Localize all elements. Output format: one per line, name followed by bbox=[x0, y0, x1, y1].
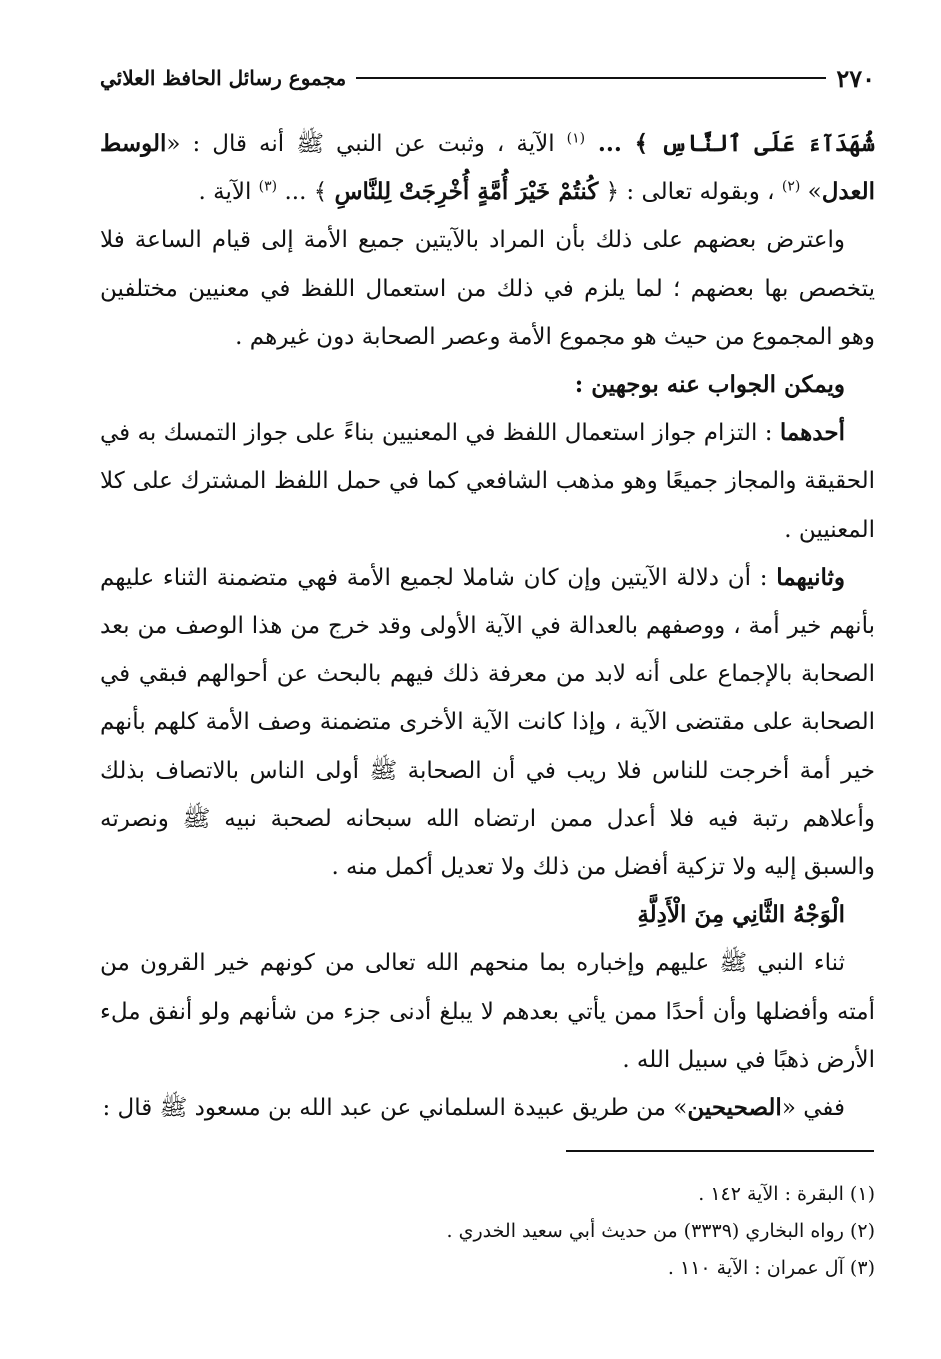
paragraph-praise: ثناء النبي ﷺ عليهم وإخباره بما منحهم الله تعالى من كونهم خير القرون من أمته وأفضلها وأن أحدًا ممن يأتي بعدهم لا يبلغ أدنى جزء من شأنهم ولو أنفق ملء الأرض ذهبًا في سبيل الله . bbox=[100, 950, 875, 1073]
running-title: مجموع رسائل الحافظ العلائي bbox=[100, 66, 347, 90]
text-run: ففي « bbox=[781, 1095, 845, 1122]
second-answer-label: وثانيهما bbox=[776, 563, 845, 591]
footnote-ref-2: (٢) bbox=[781, 178, 801, 195]
paragraph-answer-intro: ويمكن الجواب عنه بوجهين : bbox=[574, 371, 845, 399]
paragraph-verse-continuation bbox=[100, 120, 875, 216]
book-title: الصحيحين bbox=[687, 1094, 782, 1122]
main-text bbox=[100, 120, 875, 1132]
hadith-quote: الوسط العدل bbox=[100, 130, 875, 206]
footnote-1: (١) البقرة : الآية ١٤٢ . bbox=[698, 1183, 875, 1205]
text-run: » من طريق عبيدة السلماني عن عبد الله بن مسعود ﷺ قال : bbox=[102, 1095, 688, 1122]
paragraph-first-answer bbox=[100, 409, 875, 554]
text-run: ﴾ ... bbox=[277, 179, 335, 206]
page-header bbox=[100, 60, 875, 96]
quran-fragment: شُهَدَآءَ عَلَى ٱلنَّاسِ ﴾ ... bbox=[585, 130, 875, 157]
footnote-3: (٣) آل عمران : الآية ١١٠ . bbox=[667, 1257, 875, 1279]
paragraph-objection: واعترض بعضهم على ذلك بأن المراد بالآيتين جميع الأمة إلى قيام الساعة فلا يتخصص بها بعضهم ؛ لما يلزم في ذلك من استعمال اللفظ في معنيين مختلفين وهو المجموع من حيث هو مجموع الأمة وعصر الصحابة دون غيرهم . bbox=[100, 227, 875, 350]
section-heading: الْوَجْهُ الثَّانِي مِنَ الْأَدِلَّةِ bbox=[637, 901, 845, 929]
footnote-2: (٢) رواه البخاري (٣٣٣٩) من حديث أبي سعيد الخدري . bbox=[446, 1220, 875, 1242]
first-answer-label: أحدهما bbox=[779, 419, 845, 447]
text-run: الآية . bbox=[198, 179, 259, 206]
page-number: ٢٧٠ bbox=[836, 63, 875, 93]
footnote-ref-1: (١) bbox=[566, 130, 586, 147]
first-answer-text: : التزام جواز استعمال اللفظ في المعنيين بناءً على جواز التمسك به في الحقيقة والمجاز جميعًا وهو مذهب الشافعي كما في حمل اللفظ المشترك على كلا المعنيين . bbox=[100, 420, 875, 543]
footnote-separator bbox=[566, 1150, 874, 1152]
paragraph-sahihayn bbox=[100, 1084, 875, 1132]
quran-verse: كُنتُمْ خَيْرَ أُمَّةٍ أُخْرِجَتْ لِلنَّاسِ bbox=[334, 178, 599, 206]
header-rule bbox=[356, 77, 826, 79]
paragraph-second-answer bbox=[100, 554, 875, 891]
text-run: » bbox=[800, 179, 822, 206]
text-run: ، وبقوله تعالى : ﴿ bbox=[598, 179, 782, 206]
footnote-ref-3: (٣) bbox=[258, 178, 278, 195]
text-run: الآية ، وثبت عن النبي ﷺ أنه قال : « bbox=[166, 131, 567, 157]
footnotes bbox=[100, 1176, 875, 1287]
second-answer-text: : أن دلالة الآيتين وإن كان شاملا لجميع الأمة فهي متضمنة الثناء عليهم بأنهم خير أمة ، ووصفهم بالعدالة في الآية الأولى وقد خرج من هذا الوصف من بعد الصحابة بالإجماع على أنه لابد من معرفة ذلك فيهم بالبحث عن أحوالهم فبقي في الصحابة على مقتضى الآية ، وإذا كانت الآية الأخرى متضمنة وصف الأمة كلهم بأنهم خير أمة أخرجت للناس فلا ريب في أن الصحابة ﷺ أولى الناس بالاتصاف بذلك وأعلاهم رتبة فيه فلا أعدل ممن ارتضاه الله سبحانه لصحبة نبيه ﷺ ونصرته والسبق إليه ولا تزكية أفضل من ذلك ولا تعديل أكمل منه . bbox=[100, 564, 875, 881]
